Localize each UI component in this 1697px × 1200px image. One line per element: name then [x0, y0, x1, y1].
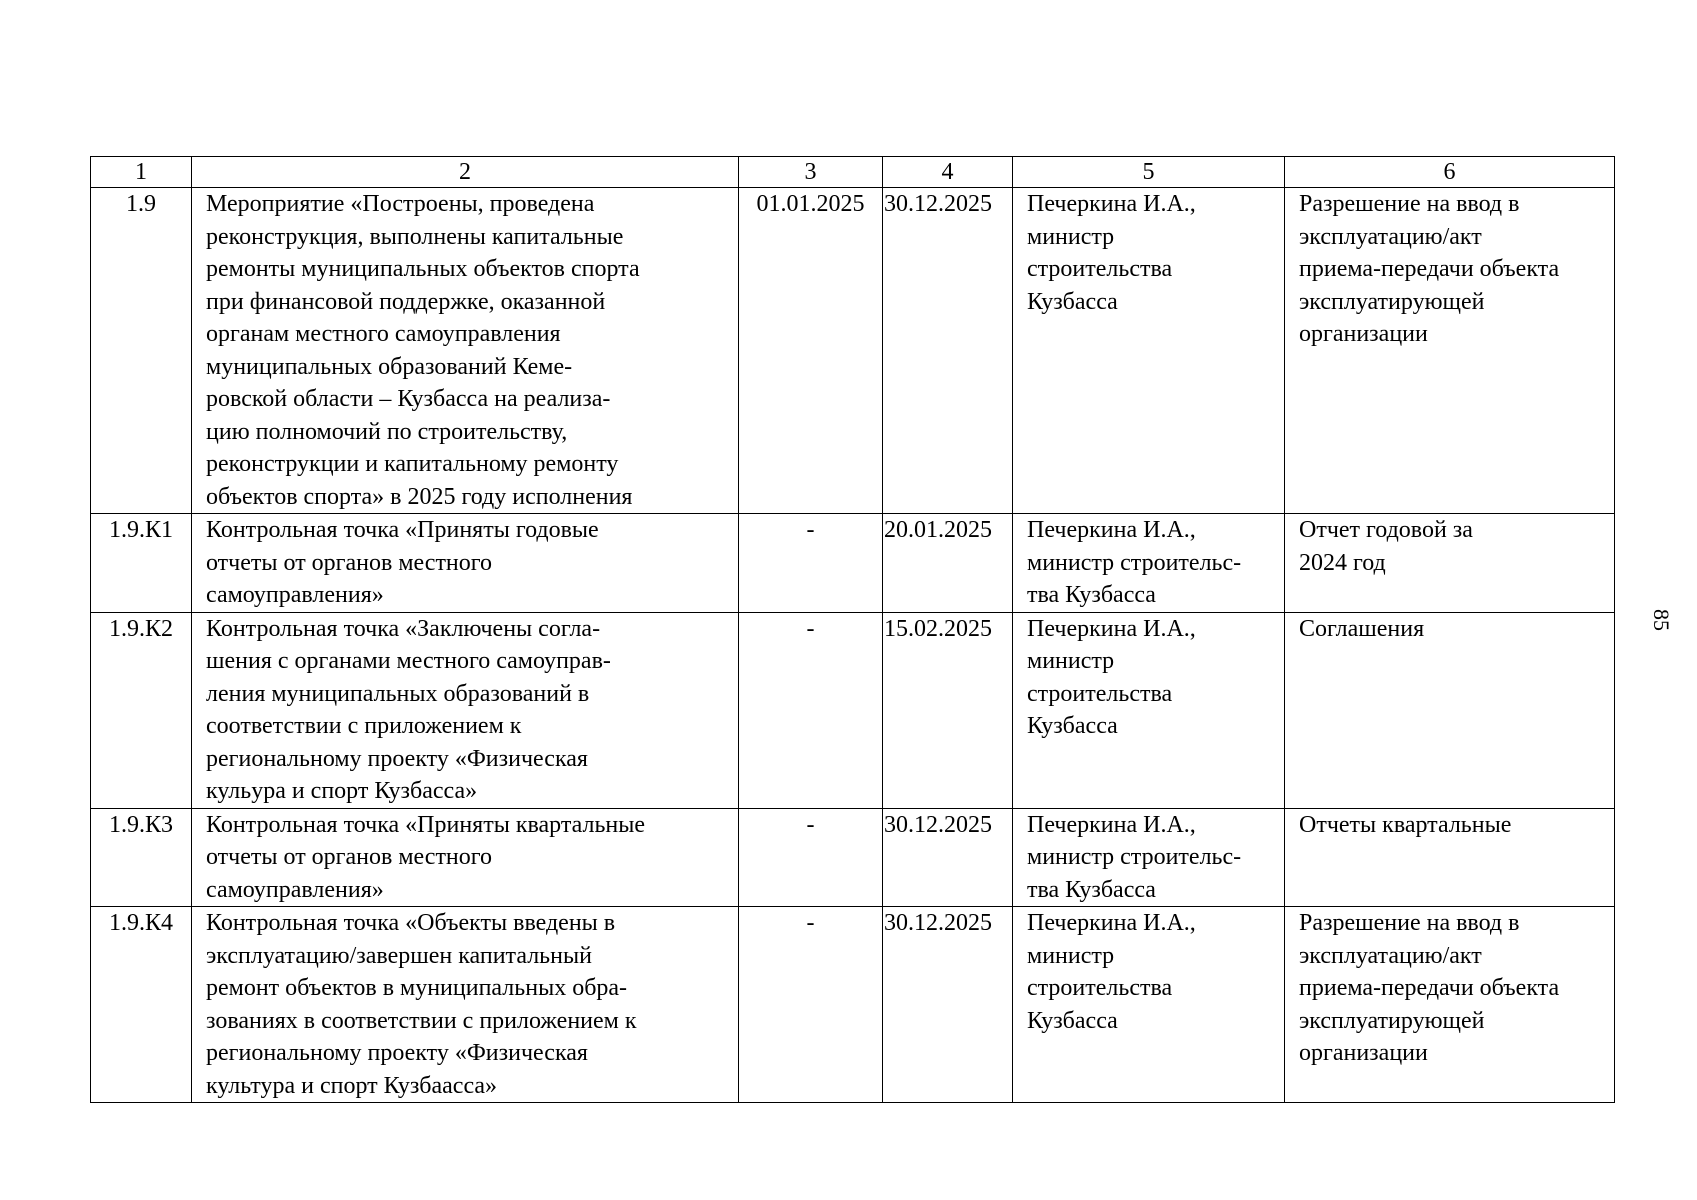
responsible-person: Печеркина И.А., министр строительства Кузбасса [1027, 615, 1196, 739]
column-header: 6 [1285, 157, 1615, 188]
table-row [91, 514, 1615, 613]
start-date: - [739, 612, 883, 808]
column-header: 2 [192, 157, 739, 188]
responsible-person: Печеркина И.А., министр строительства Кузбасса [1027, 910, 1196, 1034]
row-number: 1.9.К2 [91, 612, 192, 808]
end-date: 30.12.2025 [883, 907, 1013, 1103]
row-number: 1.9.К1 [91, 514, 192, 613]
row-description: Контрольная точка «Приняты годовые отчеты от органов местного самоуправления» [206, 517, 599, 608]
row-description: Контрольная точка «Приняты квартальные отчеты от органов местного самоуправления» [206, 811, 646, 903]
end-date: 30.12.2025 [883, 188, 1013, 514]
start-date: 01.01.2025 [739, 188, 883, 514]
row-description: Контрольная точка «Объекты введены в эксплуатацию/завершен капитальный ремонт объектов в муниципальных обра- зованиях в соответствии с приложением к региональному проекту «Физическая культура и спорт Кузбаасса» [206, 910, 637, 1099]
result-document: Разрешение на ввод в эксплуатацию/акт приема-передачи объекта эксплуатирующей организации [1299, 910, 1560, 1066]
table-row [91, 907, 1615, 1103]
column-header: 4 [883, 157, 1013, 188]
page-number: 85 [1649, 609, 1674, 631]
end-date: 30.12.2025 [883, 808, 1013, 907]
responsible-person: Печеркина И.А., министр строительс- тва Кузбасса [1027, 811, 1242, 903]
row-number: 1.9 [91, 188, 192, 514]
result-document: Соглашения [1299, 615, 1425, 642]
end-date: 20.01.2025 [883, 514, 1013, 613]
result-document: Разрешение на ввод в эксплуатацию/акт приема-передачи объекта эксплуатирующей организации [1299, 191, 1560, 347]
result-document: Отчет годовой за 2024 год [1299, 517, 1473, 576]
table-header-row [91, 157, 1615, 188]
row-description: Мероприятие «Построены, проведена реконструкция, выполнены капитальные ремонты муниципальных объектов спорта при финансовой поддержке, оказанной органам местного самоуправления муниципальных образований Кеме- ровской области – Кузбасса на реализа- цию полномочий по строительству, реконструкции и капитальному ремонту объектов спорта» в 2025 году исполнения [206, 191, 640, 510]
result-document: Отчеты квартальные [1299, 811, 1512, 838]
row-number: 1.9.К3 [91, 808, 192, 907]
column-header: 1 [91, 157, 192, 188]
table-row [91, 808, 1615, 907]
table-row [91, 188, 1615, 514]
responsible-person: Печеркина И.А., министр строительс- тва Кузбасса [1027, 517, 1242, 608]
table-row [91, 612, 1615, 808]
start-date: - [739, 514, 883, 613]
column-header: 5 [1013, 157, 1285, 188]
end-date: 15.02.2025 [883, 612, 1013, 808]
responsible-person: Печеркина И.А., министр строительства Кузбасса [1027, 191, 1196, 315]
row-number: 1.9.К4 [91, 907, 192, 1103]
start-date: - [739, 808, 883, 907]
row-description: Контрольная точка «Заключены согла- шения с органами местного самоуправ- ления муниципальных образований в соответствии с приложением к региональному проекту «Физическая кульура и спорт Кузбасса» [206, 615, 611, 804]
schedule-table [90, 156, 1615, 1103]
column-header: 3 [739, 157, 883, 188]
start-date: - [739, 907, 883, 1103]
